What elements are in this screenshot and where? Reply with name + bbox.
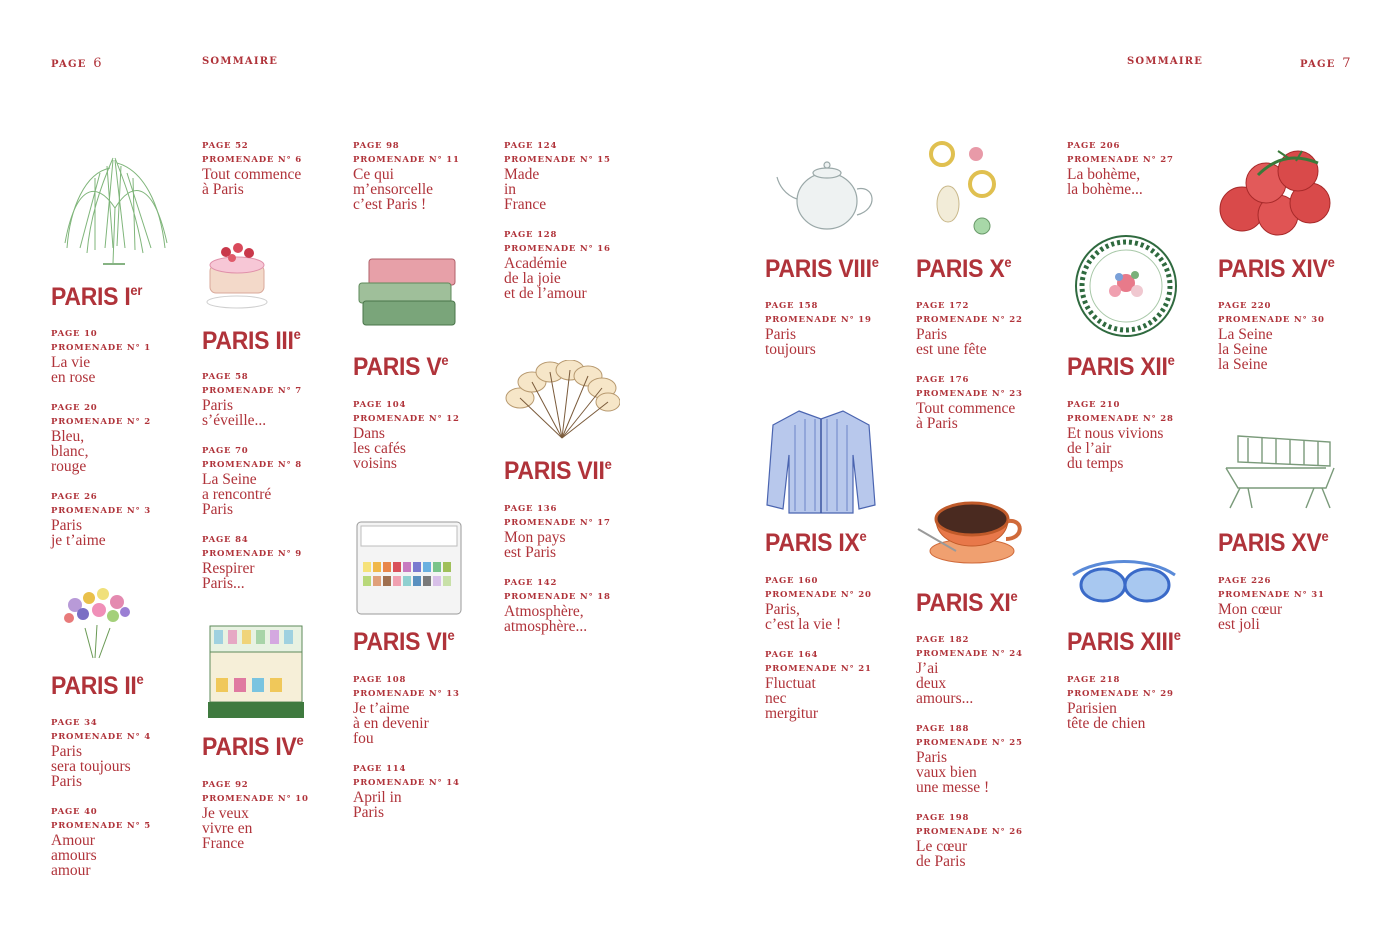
flower-bouquet-illustration [55, 580, 139, 660]
toc-entry-19[interactable]: PAGE 158 PROMENADE N° 19 Paris toujours [765, 301, 872, 358]
district-heading-paris-6: PARIS VIe [353, 627, 455, 656]
toc-entry-3[interactable]: PAGE 26 PROMENADE N° 3 Paris je t’aime [51, 492, 152, 549]
coffee-cup-illustration [916, 485, 1028, 569]
toc-entry-11[interactable]: PAGE 98 PROMENADE N° 11 Ce qui m’ensorcelle c’est Paris ! [353, 141, 460, 213]
toc-entry-29[interactable]: PAGE 218 PROMENADE N° 29 Parisien tête de chien [1067, 675, 1174, 732]
toc-column-5 [765, 0, 905, 933]
district-heading-paris-14: PARIS XIVe [1218, 254, 1335, 283]
toc-entry-28[interactable]: PAGE 210 PROMENADE N° 28 Et nous vivions de l’air du temps [1067, 400, 1174, 472]
toc-entry-20[interactable]: PAGE 160 PROMENADE N° 20 Paris, c’est la vie ! [765, 576, 872, 633]
tomatoes-illustration [1218, 145, 1334, 237]
district-heading-paris-4: PARIS IVe [202, 732, 304, 761]
right-section-title: SOMMAIRE [1127, 56, 1204, 67]
district-heading-paris-12: PARIS XIIe [1067, 352, 1175, 381]
teapot-illustration [775, 155, 887, 235]
district-heading-paris-8: PARIS VIIIe [765, 254, 879, 283]
district-heading-paris-5: PARIS Ve [353, 352, 449, 381]
work-jacket-illustration [765, 405, 877, 517]
toc-entry-8[interactable]: PAGE 70 PROMENADE N° 8 La Seine a rencontré Paris [202, 446, 303, 518]
cake-illustration [202, 220, 272, 312]
swimming-goggles-illustration [1069, 555, 1179, 611]
district-heading-paris-1: PARIS Ier [51, 282, 143, 311]
toc-entry-24[interactable]: PAGE 182 PROMENADE N° 24 J’ai deux amours... [916, 635, 1023, 707]
district-heading-paris-9: PARIS IXe [765, 528, 867, 557]
toc-entry-25[interactable]: PAGE 188 PROMENADE N° 25 Paris vaux bien une messe ! [916, 724, 1023, 796]
toc-column-1 [51, 0, 191, 933]
toc-entry-9[interactable]: PAGE 84 PROMENADE N° 9 Respirer Paris... [202, 535, 303, 592]
toc-column-8 [1218, 0, 1358, 933]
toc-entry-23[interactable]: PAGE 176 PROMENADE N° 23 Tout commence à Paris [916, 375, 1023, 432]
decorative-plate-illustration [1073, 233, 1179, 339]
toc-entry-10[interactable]: PAGE 92 PROMENADE N° 10 Je veux vivre en France [202, 780, 309, 852]
district-heading-paris-15: PARIS XVe [1218, 528, 1329, 557]
toc-entry-14[interactable]: PAGE 114 PROMENADE N° 14 April in Paris [353, 764, 460, 821]
toc-column-4 [504, 0, 644, 933]
toc-entry-27[interactable]: PAGE 206 PROMENADE N° 27 La bohème, la bohème... [1067, 141, 1174, 198]
toc-entry-12[interactable]: PAGE 104 PROMENADE N° 12 Dans les cafés voisins [353, 400, 460, 472]
toc-entry-30[interactable]: PAGE 220 PROMENADE N° 30 La Seine la Seine la Seine [1218, 301, 1325, 373]
toc-entry-6[interactable]: PAGE 52 PROMENADE N° 6 Tout commence à Paris [202, 141, 303, 198]
toc-entry-22[interactable]: PAGE 172 PROMENADE N° 22 Paris est une fête [916, 301, 1023, 358]
toc-entry-2[interactable]: PAGE 20 PROMENADE N° 2 Bleu, blanc, rouge [51, 403, 152, 475]
right-page-number: PAGE 7 [1300, 56, 1352, 71]
willow-tree-illustration [55, 148, 175, 266]
district-heading-paris-3: PARIS IIIe [202, 326, 301, 355]
toc-entry-7[interactable]: PAGE 58 PROMENADE N° 7 Paris s’éveille... [202, 372, 303, 429]
watercolor-palette-illustration [355, 520, 463, 616]
toc-entry-1[interactable]: PAGE 10 PROMENADE N° 1 La vie en rose [51, 329, 152, 386]
toc-column-3 [353, 0, 493, 933]
left-section-title: SOMMAIRE [202, 56, 279, 67]
toc-entry-17[interactable]: PAGE 136 PROMENADE N° 17 Mon pays est Paris [504, 504, 611, 561]
toc-entry-15[interactable]: PAGE 124 PROMENADE N° 15 Made in France [504, 141, 611, 213]
hand-fan-illustration [504, 360, 620, 440]
toc-entry-5[interactable]: PAGE 40 PROMENADE N° 5 Amour amours amour [51, 807, 152, 879]
toc-entry-16[interactable]: PAGE 128 PROMENADE N° 16 Académie de la joie et de l’amour [504, 230, 611, 302]
toc-column-6 [916, 0, 1056, 933]
district-heading-paris-11: PARIS XIe [916, 588, 1018, 617]
toc-column-7 [1067, 0, 1207, 933]
district-heading-paris-7: PARIS VIIe [504, 456, 612, 485]
toc-entry-4[interactable]: PAGE 34 PROMENADE N° 4 Paris sera toujours Paris [51, 718, 152, 790]
district-heading-paris-13: PARIS XIIIe [1067, 627, 1181, 656]
park-bench-illustration [1218, 428, 1336, 510]
district-heading-paris-10: PARIS Xe [916, 254, 1012, 283]
toc-column-2 [202, 0, 342, 933]
toc-entry-26[interactable]: PAGE 198 PROMENADE N° 26 Le cœur de Paris [916, 813, 1023, 870]
toc-entry-13[interactable]: PAGE 108 PROMENADE N° 13 Je t’aime à en devenir fou [353, 675, 460, 747]
bookstall-illustration [206, 622, 304, 720]
earrings-illustration [920, 140, 1000, 240]
left-page-number: PAGE 6 [51, 56, 103, 71]
toc-entry-31[interactable]: PAGE 226 PROMENADE N° 31 Mon cœur est joli [1218, 576, 1325, 633]
toc-entry-18[interactable]: PAGE 142 PROMENADE N° 18 Atmosphère, atmosphère... [504, 578, 611, 635]
district-heading-paris-2: PARIS IIe [51, 671, 144, 700]
books-illustration [355, 255, 465, 330]
toc-entry-21[interactable]: PAGE 164 PROMENADE N° 21 Fluctuat nec mergitur [765, 650, 872, 722]
